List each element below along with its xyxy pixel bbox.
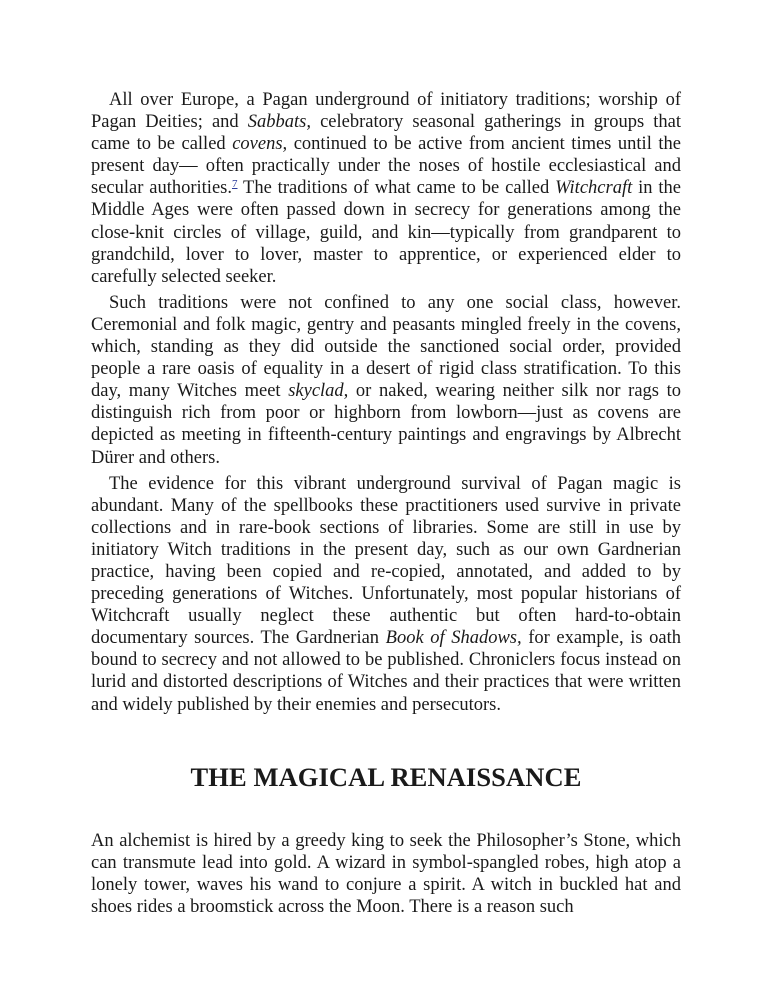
paragraph-social-class	[91, 292, 681, 469]
text-run: The traditions of what came to be called	[237, 178, 556, 199]
italic-term-skyclad: skyclad,	[288, 381, 349, 402]
footnote-link[interactable]: 7	[231, 178, 238, 191]
italic-title-book-of-shadows: Book of Shadows,	[385, 628, 522, 649]
paragraph-pagan-underground	[91, 89, 681, 288]
paragraph-evidence	[91, 473, 681, 716]
paragraph-alchemist	[91, 830, 681, 918]
text-run: continued to be active from ancient times until the present day— often practically under the noses of hostile ecclesiastical and secular authorities.	[91, 134, 681, 199]
text-run: The evidence for this vibrant underground survival of Pagan magic is abundant. Many of the spellbooks these practitioners used survive in private collections and in rare-book sections of libraries. Some are still in use by initiatory Witch traditions in the present day, such as our own Gardnerian practice, having been copied and re-copied, annotated, and added to by preceding generations of Witches. Unfortunately, most popular historians of Witchcraft usually neglect these authentic but often hard-to-obtain documentary sources. The Gardnerian	[91, 473, 681, 649]
section-heading: THE MAGICAL RENAISSANCE	[190, 761, 582, 792]
text-run: Such traditions were not confined to any one social class, however. Ceremonial and folk magic, gentry and peasants mingled freely in the covens, which, standing as they did outside the sanctioned social order, provided people a rare oasis of equality in a desert of rigid class stratification. To this day, many Witches meet	[91, 292, 681, 402]
text-run: or naked, wearing neither silk nor rags to distinguish rich from poor or highborn from lowborn—just as covens are depicted as meeting in fifteenth-century paintings and engravings by Albrecht Dürer and others.	[91, 381, 681, 468]
italic-term-witchcraft: Witchcraft	[555, 178, 633, 199]
text-run: All over Europe, a Pagan underground of initiatory traditions; worship of Pagan Deities; and	[91, 90, 681, 133]
italic-term-covens: covens,	[232, 134, 288, 155]
text-run: celebratory seasonal gatherings in groups that came to be called	[91, 112, 681, 155]
text-run: An alchemist is hired by a greedy king to seek the Philosopher’s Stone, which can transmute lead into gold. A wizard in symbol-spangled robes, high atop a lonely tower, waves his wand to conjure a spirit. A witch in buckled hat and shoes rides a broomstick across the Moon. There is a reason such	[91, 830, 681, 917]
italic-term-sabbats: Sabbats,	[247, 112, 311, 133]
text-run: in the Middle Ages were often passed down in secrecy for generations among the close-knit circles of village, guild, and kin—typically from grandparent to grandchild, lover to lover, master to apprentice, or experienced elder to carefully selected seeker.	[91, 178, 681, 287]
text-run: for example, is oath bound to secrecy and not allowed to be published. Chroniclers focus instead on lurid and distorted descriptions of Witches and their practices that were written and widely published by their enemies and persecutors.	[91, 628, 681, 715]
page-content	[91, 89, 681, 918]
